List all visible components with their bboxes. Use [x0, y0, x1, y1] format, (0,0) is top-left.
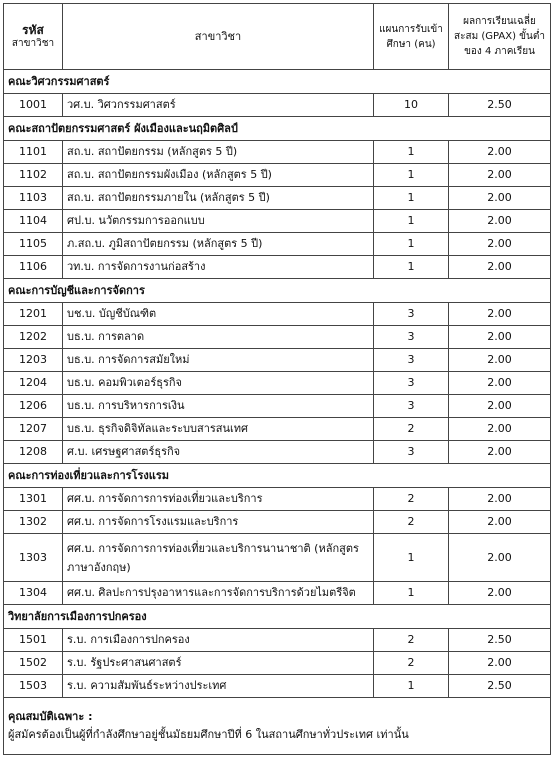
program-name: ร.บ. รัฐประศาสนศาสตร์	[63, 652, 374, 675]
program-name: บธ.บ. การจัดการสมัยใหม่	[63, 349, 374, 372]
program-quota: 1	[374, 256, 449, 279]
qualification-text: ผู้สมัครต้องเป็นผู้ที่กำลังศึกษาอยู่ชั้นมัธยมศึกษาปีที่ 6 ในสถานศึกษาทั่วประเทศ เท่านั้น	[8, 728, 409, 741]
program-code: 1208	[4, 441, 63, 464]
program-gpax: 2.00	[449, 395, 551, 418]
program-name: สถ.บ. สถาปัตยกรรมภายใน (หลักสูตร 5 ปี)	[63, 187, 374, 210]
program-quota: 10	[374, 94, 449, 117]
faculty-row	[4, 279, 551, 303]
program-row	[4, 303, 551, 326]
program-quota: 1	[374, 210, 449, 233]
program-row	[4, 94, 551, 117]
program-name: ศศ.บ. การจัดการการท่องเที่ยวและบริการนานาชาติ (หลักสูตรภาษาอังกฤษ)	[63, 534, 374, 582]
program-gpax: 2.50	[449, 94, 551, 117]
program-name: บธ.บ. การบริหารการเงิน	[63, 395, 374, 418]
program-gpax: 2.50	[449, 629, 551, 652]
program-row	[4, 256, 551, 279]
program-gpax: 2.00	[449, 233, 551, 256]
table-header-row	[4, 4, 551, 70]
program-quota: 1	[374, 582, 449, 605]
program-gpax: 2.00	[449, 256, 551, 279]
program-gpax: 2.50	[449, 675, 551, 698]
program-code: 1206	[4, 395, 63, 418]
program-gpax: 2.00	[449, 187, 551, 210]
program-name: บธ.บ. การตลาด	[63, 326, 374, 349]
faculty-name: คณะวิศวกรรมศาสตร์	[4, 70, 551, 94]
program-code: 1104	[4, 210, 63, 233]
program-name: บธ.บ. ธุรกิจดิจิทัลและระบบสารสนเทศ	[63, 418, 374, 441]
header-code-line1: รหัส	[22, 22, 44, 37]
program-name: ร.บ. ความสัมพันธ์ระหว่างประเทศ	[63, 675, 374, 698]
faculty-name: คณะสถาปัตยกรรมศาสตร์ ผังเมืองและนฤมิตศิลป์	[4, 117, 551, 141]
program-gpax: 2.00	[449, 534, 551, 582]
program-code: 1202	[4, 326, 63, 349]
program-code: 1303	[4, 534, 63, 582]
program-quota: 3	[374, 349, 449, 372]
program-quota: 2	[374, 418, 449, 441]
header-code-line2: สาขาวิชา	[11, 37, 55, 49]
program-row	[4, 326, 551, 349]
program-row	[4, 210, 551, 233]
program-code: 1207	[4, 418, 63, 441]
program-quota: 1	[374, 164, 449, 187]
program-quota: 3	[374, 395, 449, 418]
header-program: สาขาวิชา	[63, 4, 374, 70]
program-quota: 2	[374, 511, 449, 534]
program-code: 1203	[4, 349, 63, 372]
program-code: 1103	[4, 187, 63, 210]
program-row	[4, 349, 551, 372]
program-row	[4, 372, 551, 395]
program-quota: 1	[374, 534, 449, 582]
program-quota: 2	[374, 488, 449, 511]
faculty-row	[4, 605, 551, 629]
program-row	[4, 441, 551, 464]
program-code: 1102	[4, 164, 63, 187]
qualification-title: คุณสมบัติเฉพาะ :	[8, 710, 93, 723]
program-row	[4, 534, 551, 582]
program-row	[4, 187, 551, 210]
program-quota: 1	[374, 675, 449, 698]
program-name: ศป.บ. นวัตกรรมการออกแบบ	[63, 210, 374, 233]
program-name: บธ.บ. คอมพิวเตอร์ธุรกิจ	[63, 372, 374, 395]
header-gpax: ผลการเรียนเฉลี่ยสะสม (GPAX) ขั้นต่ำ ของ 4 ภาคเรียน	[449, 4, 551, 70]
program-gpax: 2.00	[449, 652, 551, 675]
faculty-name: คณะการท่องเที่ยวและการโรงแรม	[4, 464, 551, 488]
program-code: 1301	[4, 488, 63, 511]
program-quota: 3	[374, 372, 449, 395]
program-quota: 1	[374, 187, 449, 210]
qualification-cell	[4, 698, 551, 755]
program-code: 1105	[4, 233, 63, 256]
program-gpax: 2.00	[449, 349, 551, 372]
program-quota: 3	[374, 326, 449, 349]
program-gpax: 2.00	[449, 418, 551, 441]
program-code: 1101	[4, 141, 63, 164]
program-row	[4, 233, 551, 256]
program-code: 1001	[4, 94, 63, 117]
program-quota: 2	[374, 629, 449, 652]
program-code: 1501	[4, 629, 63, 652]
program-gpax: 2.00	[449, 164, 551, 187]
program-name: ภ.สถ.บ. ภูมิสถาปัตยกรรม (หลักสูตร 5 ปี)	[63, 233, 374, 256]
program-quota: 3	[374, 441, 449, 464]
program-code: 1304	[4, 582, 63, 605]
header-code	[4, 4, 63, 70]
program-gpax: 2.00	[449, 511, 551, 534]
program-row	[4, 418, 551, 441]
program-row	[4, 488, 551, 511]
program-name: วศ.บ. วิศวกรรมศาสตร์	[63, 94, 374, 117]
program-code: 1502	[4, 652, 63, 675]
program-code: 1503	[4, 675, 63, 698]
program-code: 1106	[4, 256, 63, 279]
program-row	[4, 652, 551, 675]
program-name: สถ.บ. สถาปัตยกรรมผังเมือง (หลักสูตร 5 ปี)	[63, 164, 374, 187]
program-quota: 1	[374, 233, 449, 256]
program-name: บช.บ. บัญชีบัณฑิต	[63, 303, 374, 326]
program-row	[4, 675, 551, 698]
program-row	[4, 141, 551, 164]
program-code: 1302	[4, 511, 63, 534]
qualification-row	[4, 698, 551, 755]
program-name: ศศ.บ. การจัดการการท่องเที่ยวและบริการ	[63, 488, 374, 511]
program-name: ศ.บ. เศรษฐศาสตร์ธุรกิจ	[63, 441, 374, 464]
program-gpax: 2.00	[449, 582, 551, 605]
faculty-row	[4, 117, 551, 141]
program-name: สถ.บ. สถาปัตยกรรม (หลักสูตร 5 ปี)	[63, 141, 374, 164]
program-name: ศศ.บ. การจัดการโรงแรมและบริการ	[63, 511, 374, 534]
program-gpax: 2.00	[449, 488, 551, 511]
program-gpax: 2.00	[449, 441, 551, 464]
program-quota: 3	[374, 303, 449, 326]
program-gpax: 2.00	[449, 210, 551, 233]
program-quota: 2	[374, 652, 449, 675]
table-body	[4, 70, 551, 698]
header-quota: แผนการรับเข้าศึกษา (คน)	[374, 4, 449, 70]
admission-table	[3, 3, 551, 755]
program-code: 1201	[4, 303, 63, 326]
program-name: ร.บ. การเมืองการปกครอง	[63, 629, 374, 652]
program-row	[4, 582, 551, 605]
program-gpax: 2.00	[449, 303, 551, 326]
program-row	[4, 395, 551, 418]
program-gpax: 2.00	[449, 326, 551, 349]
program-code: 1204	[4, 372, 63, 395]
program-name: วท.บ. การจัดการงานก่อสร้าง	[63, 256, 374, 279]
program-name: ศศ.บ. ศิลปะการปรุงอาหารและการจัดการบริการด้วยไมตรีจิต	[63, 582, 374, 605]
faculty-name: คณะการบัญชีและการจัดการ	[4, 279, 551, 303]
program-row	[4, 629, 551, 652]
program-quota: 1	[374, 141, 449, 164]
program-gpax: 2.00	[449, 141, 551, 164]
program-row	[4, 164, 551, 187]
faculty-name: วิทยาลัยการเมืองการปกครอง	[4, 605, 551, 629]
faculty-row	[4, 70, 551, 94]
program-gpax: 2.00	[449, 372, 551, 395]
program-row	[4, 511, 551, 534]
faculty-row	[4, 464, 551, 488]
